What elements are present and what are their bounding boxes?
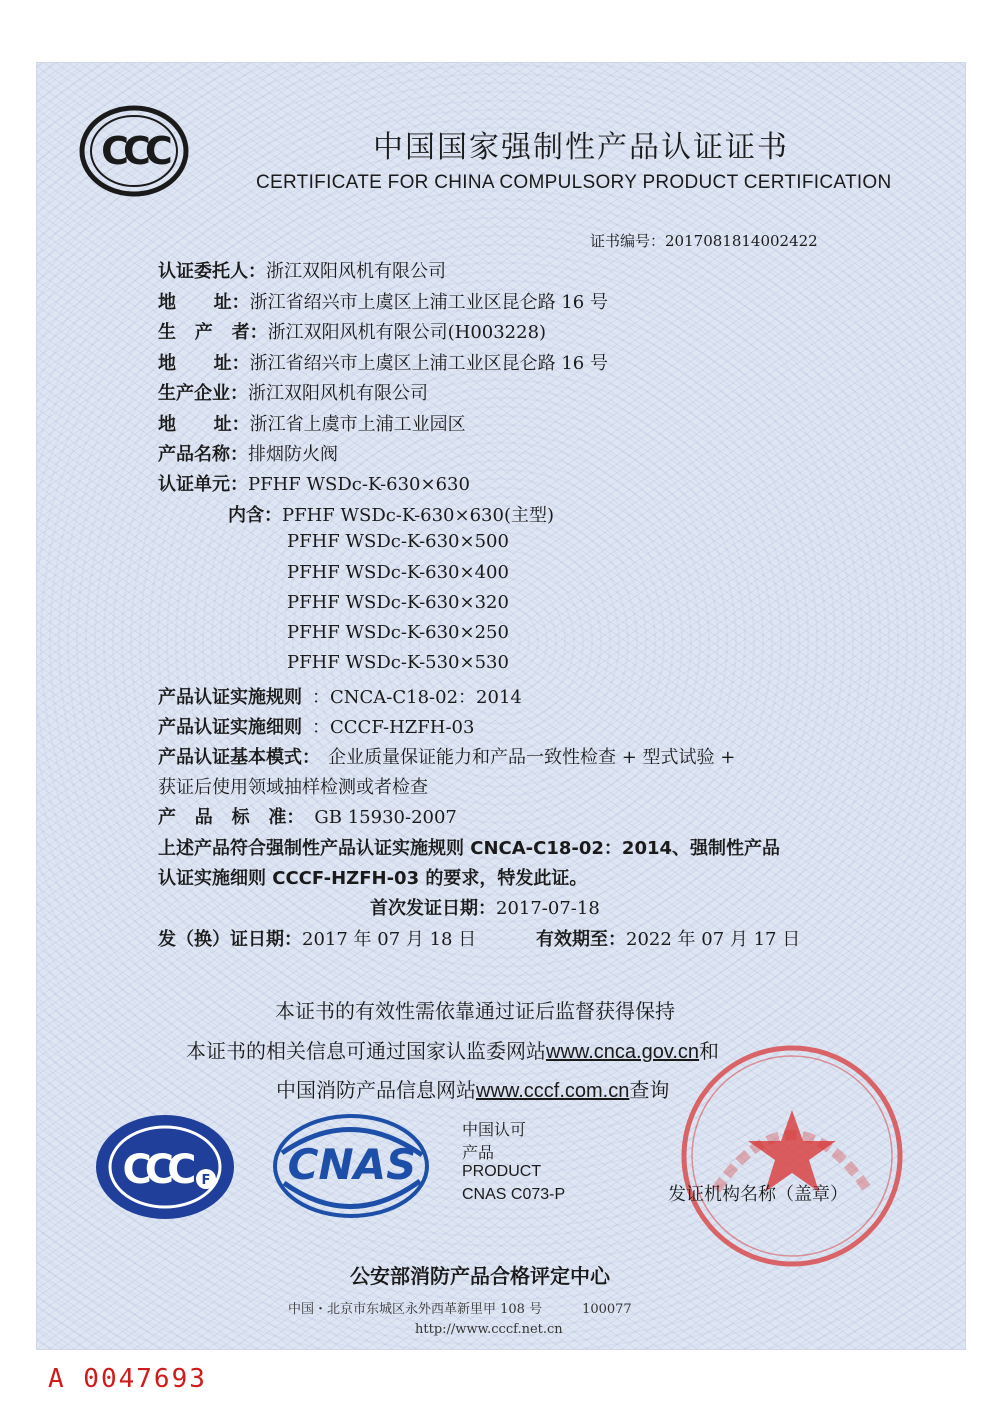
- model-item: PFHF WSDc-K-630×250: [287, 622, 509, 643]
- producer-address-row: 地 址：浙江省绍兴市上虞区上浦工业区昆仑路 16 号: [158, 353, 608, 374]
- issuer-address: 中国・北京市东城区永外西革新里甲 108 号 100077: [288, 1302, 632, 1317]
- contains-row: 内含：PFHF WSDc-K-630×630(主型): [228, 505, 554, 526]
- standard-row: 产 品 标 准： GB 15930-2007: [158, 807, 457, 828]
- validity-notice: 本证书的有效性需依靠通过证后监督获得保持: [275, 999, 675, 1023]
- cccf-logo-f: F: [201, 1173, 211, 1188]
- client-address-row: 地 址：浙江省绍兴市上虞区上浦工业区昆仑路 16 号: [158, 292, 608, 313]
- model-item: PFHF WSDc-K-630×400: [287, 562, 509, 583]
- conformity-line-2: 认证实施细则 CCCF-HZFH-03 的要求，特发此证。: [158, 868, 588, 889]
- cccf-logo-icon: [94, 1113, 236, 1221]
- serial-number: A 0047693: [48, 1364, 207, 1394]
- cert-mode-row: 产品认证基本模式： 企业质量保证能力和产品一致性检查 + 型式试验 +: [158, 747, 736, 768]
- official-seal-icon: [676, 1040, 908, 1272]
- expiry-date: 有效期至：2022 年 07 月 17 日: [536, 929, 801, 950]
- first-issue-date: 首次发证日期：2017-07-18: [370, 898, 600, 919]
- model-item: PFHF WSDc-K-530×530: [287, 652, 509, 673]
- title-en: CERTIFICATE FOR CHINA COMPULSORY PRODUCT CERTIFICATION: [256, 172, 892, 193]
- issuer-website[interactable]: http://www.cccf.net.cn: [415, 1322, 563, 1337]
- info-notice-line-2: 本证书的相关信息可通过国家认监委网站www.cnca.gov.cn和: [186, 1039, 720, 1063]
- conformity-line-1: 上述产品符合强制性产品认证实施规则 CNCA-C18-02：2014、强制性产品: [158, 838, 781, 859]
- impl-detail-row: 产品认证实施细则 ：CCCF-HZFH-03: [158, 717, 475, 738]
- cnas-logo-text: CNAS: [287, 1140, 417, 1189]
- issuer-name: 公安部消防产品合格评定中心: [350, 1264, 610, 1288]
- cert-unit-row: 认证单元：PFHF WSDc-K-630×630: [158, 474, 470, 495]
- cnas-line-2: 产品: [462, 1143, 495, 1162]
- product-name-row: 产品名称：排烟防火阀: [158, 444, 338, 465]
- cnas-line-1: 中国认可: [462, 1120, 527, 1139]
- factory-address-row: 地 址：浙江省上虞市上浦工业园区: [158, 414, 466, 435]
- client-row: 认证委托人：浙江双阳风机有限公司: [158, 261, 446, 282]
- impl-rule-row: 产品认证实施规则 ：CNCA-C18-02：2014: [158, 687, 522, 708]
- cccf-link[interactable]: www.cccf.com.cn: [476, 1080, 630, 1102]
- factory-row: 生产企业：浙江双阳风机有限公司: [158, 383, 428, 404]
- seal-caption: 发证机构名称（盖章）: [668, 1184, 848, 1205]
- producer-row: 生 产 者：浙江双阳风机有限公司(H003228): [158, 322, 547, 343]
- model-item: PFHF WSDc-K-630×500: [287, 531, 509, 552]
- cert-mode-continued: 获证后使用领域抽样检测或者检查: [158, 777, 428, 798]
- ccc-logo-icon: [78, 104, 190, 198]
- model-item: PFHF WSDc-K-630×320: [287, 592, 509, 613]
- cnas-logo-icon: [272, 1113, 430, 1219]
- cnca-link[interactable]: www.cnca.gov.cn: [546, 1041, 700, 1063]
- cnas-line-4: CNAS C073-P: [462, 1186, 566, 1203]
- cccf-logo-text: CCC: [122, 1147, 190, 1193]
- title-cn: 中国国家强制性产品认证证书: [373, 130, 789, 165]
- info-notice-line-3: 中国消防产品信息网站www.cccf.com.cn查询: [276, 1078, 670, 1102]
- cnas-line-3: PRODUCT: [462, 1163, 542, 1180]
- ccc-logo-text: CCC: [101, 129, 167, 173]
- certificate-number: 证书编号：2017081814002422: [590, 232, 818, 250]
- issue-date: 发（换）证日期：2017 年 07 月 18 日: [158, 929, 477, 950]
